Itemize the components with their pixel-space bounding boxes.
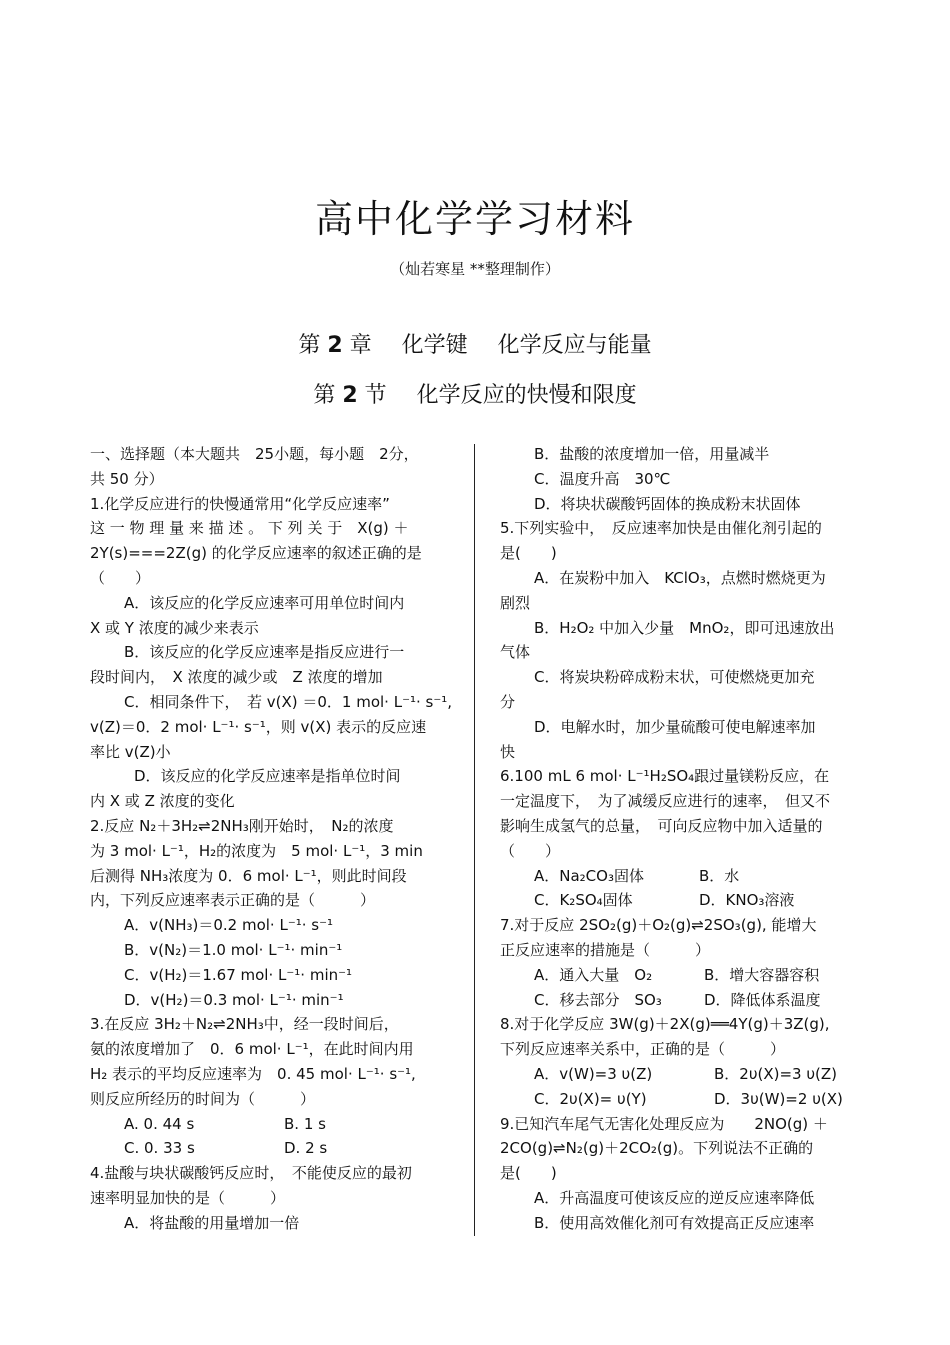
text-line: 氨的浓度增加了 0．6 mol· L⁻¹，在此时间内用 [90,1040,414,1059]
question-2: 2.反应 N₂＋3H₂⇌2NH₃刚开始时， N₂的浓度 [90,816,394,835]
option-line: B．盐酸的浓度增加一倍，用量减半 [534,445,770,463]
option-text: A．v(W)=3 υ(Z) [534,1064,653,1083]
option-text: D. 2 s [284,1139,328,1158]
option-line: A．将盐酸的用量增加一倍 [124,1213,300,1232]
question-1: 1.化学反应进行的快慢通常用“化学反应速率” [90,494,390,513]
text-line: 一、选择题（本大题共 25小题，每小题 2分， [90,445,419,463]
option-line: A．该反应的化学反应速率可用单位时间内 [124,593,405,612]
text-line: 内，下列反应速率表示正确的是（ ） [90,891,376,910]
text-line: v(Z)＝0．2 mol· L⁻¹· s⁻¹，则 v(X) 表示的反应速 [90,717,427,736]
page-subtitle: （灿若寒星 **整理制作） [390,260,560,278]
option-text: B．水 [699,866,740,885]
text-line: （ ） [90,568,151,587]
option-text: C．移去部分 SO₃ [534,990,662,1009]
question-3: 3.在反应 3H₂＋N₂⇌2NH₃中，经一段时间后， [90,1015,399,1034]
option-line: B．该反应的化学反应速率是指反应进行一 [124,643,405,662]
text-line: 正反应速率的措施是（ ） [500,940,711,959]
left-column [90,442,452,1236]
question-4: 4.盐酸与块状碳酸钙反应时， 不能使反应的最初 [90,1164,412,1183]
option-line: C．温度升高 30℃ [534,469,671,488]
text-line: X 或 Y 浓度的减少来表示 [90,618,259,637]
option-row [500,864,862,889]
option-text: A．Na₂CO₃固体 [534,866,644,885]
option-line: A．在炭粉中加入 KClO₃，点燃时燃烧更为 [534,568,826,587]
text-line: 气体 [500,643,531,662]
column-divider [474,444,475,1236]
text-line: 率比 v(Z)小 [90,742,171,761]
text-line: 段时间内， X 浓度的减少或 Z 浓度的增加 [90,668,383,687]
text-line: 剧烈 [500,593,531,612]
option-line: C．相同条件下， 若 v(X) ＝0．1 mol· L⁻¹· s⁻¹, [124,692,453,711]
option-line: D．v(H₂)＝0.3 mol· L⁻¹· min⁻¹ [124,990,344,1009]
text-line: 快 [500,742,516,761]
option-line: D．该反应的化学反应速率是指单位时间 [134,767,401,786]
text-line: 内 X 或 Z 浓度的变化 [90,792,235,811]
option-text: C. 0. 33 s [124,1139,195,1158]
text-line: 是( ) [500,544,557,563]
option-row [500,963,862,988]
option-line: B．v(N₂)＝1.0 mol· L⁻¹· min⁻¹ [124,940,343,959]
section-heading: 第 2 节 化学反应的快慢和限度 [313,383,637,408]
text-line: 下列反应速率关系中，正确的是（ ） [500,1040,786,1059]
option-line: D．电解水时，加少量硫酸可使电解速率加 [534,717,816,736]
question-5: 5.下列实验中， 反应速率加快是由催化剂引起的 [500,519,822,538]
option-row [90,1112,452,1137]
option-text: D．3υ(W)=2 υ(X) [714,1089,843,1108]
text-line: 2CO(g)⇌N₂(g)＋2CO₂(g)。下列说法不正确的 [500,1139,814,1158]
option-text: D．KNO₃溶液 [699,891,795,910]
option-text: B. 1 s [284,1114,326,1133]
text-line: 速率明显加快的是（ ） [90,1188,286,1207]
text-line: H₂ 表示的平均反应速率为 0. 45 mol· L⁻¹· s⁻¹, [90,1064,416,1083]
right-column [500,442,862,1236]
text-line: 为 3 mol· L⁻¹，H₂的浓度为 5 mol· L⁻¹，3 min [90,841,423,860]
text-line: 则反应所经历的时间为（ ） [90,1089,316,1108]
option-text: A. 0. 44 s [124,1114,195,1133]
option-row [500,1062,862,1087]
text-line: 影响生成氢气的总量， 可向反应物中加入适量的 [500,816,823,835]
page-title: 高中化学学习材料 [314,197,635,241]
text-line: 这 一 物 理 量 来 描 述 。 下 列 关 于 X(g) ＋ [90,519,409,538]
option-row [500,988,862,1013]
option-text: A．通入大量 O₂ [534,965,653,984]
text-line: 是( ) [500,1164,557,1183]
option-row [90,1136,452,1161]
option-row [500,888,862,913]
option-row [500,1087,862,1112]
option-line: B．使用高效催化剂可有效提高正反应速率 [534,1213,815,1232]
text-line: 后测得 NH₃浓度为 0．6 mol· L⁻¹，则此时间段 [90,866,407,885]
text-line: 分 [500,692,516,711]
option-line: A．升高温度可使该反应的逆反应速率降低 [534,1188,815,1207]
option-text: D．降低体系温度 [704,990,821,1009]
question-9: 9.已知汽车尾气无害化处理反应为 2NO(g) ＋ [500,1114,828,1133]
question-7: 7.对于反应 2SO₂(g)＋O₂(g)⇌2SO₃(g), 能增大 [500,916,817,935]
option-text: B．2υ(X)=3 υ(Z) [714,1064,838,1083]
question-6: 6.100 mL 6 mol· L⁻¹H₂SO₄跟过量镁粉反应，在 [500,767,830,786]
text-line: 2Y(s)===2Z(g) 的化学反应速率的叙述正确的是 [90,544,422,563]
option-line: A．v(NH₃)＝0.2 mol· L⁻¹· s⁻¹ [124,916,334,935]
option-line: C．v(H₂)＝1.67 mol· L⁻¹· min⁻¹ [124,965,353,984]
option-text: C．K₂SO₄固体 [534,891,633,910]
chapter-heading: 第 2 章 化学键 化学反应与能量 [298,333,652,358]
option-line: D．将块状碳酸钙固体的换成粉末状固体 [534,494,801,513]
option-text: B．增大容器容积 [704,965,820,984]
text-line: 一定温度下， 为了减缓反应进行的速率， 但又不 [500,792,831,811]
option-line: C．将炭块粉碎成粉末状，可使燃烧更加充 [534,668,815,687]
text-line: （ ） [500,841,561,860]
question-8: 8.对于化学反应 3W(g)＋2X(g)══4Y(g)＋3Z(g), [500,1015,830,1034]
option-text: C．2υ(X)= υ(Y) [534,1089,647,1108]
option-line: B．H₂O₂ 中加入少量 MnO₂，即可迅速放出 [534,618,835,637]
text-line: 共 50 分） [90,469,164,488]
